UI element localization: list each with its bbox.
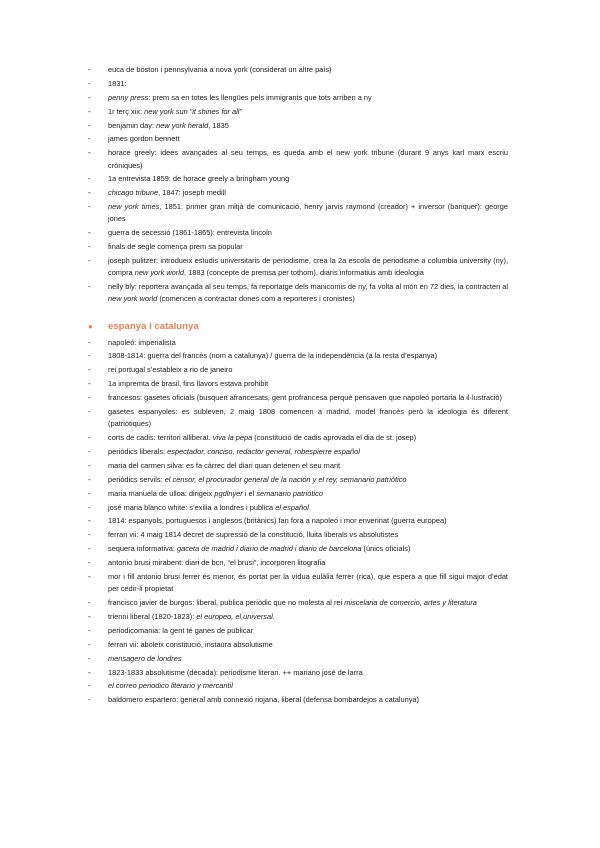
usa-press-list (88, 64, 508, 306)
list-item-text: euca de boston i pennsylvania a nova york (considerat un altre país) (108, 65, 332, 74)
list-item-text: maria del carmen silva: es fa càrrec del diari quan detenen el seu marit (108, 460, 341, 470)
list-item (88, 187, 508, 199)
list-item-text: , 1883 (concepte de premsa per tothom), diaris informatius amb ideologia (184, 268, 424, 278)
list-item-text: el español (275, 502, 309, 512)
list-item-text: viva la pepa (212, 433, 253, 443)
list-item-text: francesos: gasetes oficials (busquen afrancesats, gent profrancesa perquè pensaven que napoleó portaria la il·lustració) (108, 393, 502, 403)
list-item (88, 529, 508, 541)
list-item (88, 364, 508, 376)
list-item-text: new york world (108, 294, 158, 304)
list-item (88, 474, 508, 486)
list-item-text: gaceta de madrid i diario de madrid i diario de barcelona (177, 544, 362, 554)
list-item-text: (comencen a contractar dones com a reporteres i cronistes) (157, 294, 355, 304)
list-item (88, 106, 508, 118)
list-item-text: trienni liberal (1820-1823): (108, 612, 197, 622)
list-item (88, 680, 508, 692)
list-item (88, 694, 508, 706)
list-item-text: new york world (134, 268, 184, 278)
list-item (88, 488, 508, 500)
list-item-text: el correo periodico literario y mercantil (108, 681, 233, 691)
list-item-text: (constitució de cadis aprovada el dia de st. josep) (252, 433, 417, 443)
list-item (88, 625, 508, 637)
list-item-text: espectador, conciso, redactor general, robespierre español (167, 447, 360, 457)
list-item (88, 227, 508, 239)
list-item (88, 557, 508, 569)
list-item-text: corts de cadis: territori alliberat. (108, 433, 213, 443)
list-item (88, 406, 508, 430)
list-item-text: horace greely: idees avançades al seu temps, es queda amb el new york tribune (durant 9 anys karl marx escriu cròniques) (108, 148, 508, 170)
list-item (88, 255, 508, 279)
list-item-text: james gordon bennett (108, 134, 180, 144)
list-item-text: periodicomania: la gent té ganes de publicar (108, 625, 254, 635)
list-item (88, 64, 508, 76)
list-item-text: el europeo, el universal. (196, 612, 275, 622)
list-item-text: mensagero de londres (108, 653, 182, 663)
list-item-text: 1831: (108, 78, 127, 88)
list-item-text: 1a entrevista 1859: de horace greely a bringham young (108, 174, 290, 184)
list-item (88, 120, 508, 132)
list-item (88, 460, 508, 472)
list-item-text: semanario patriótico (256, 488, 323, 498)
list-item-text: sequera informativa: (108, 544, 178, 554)
list-item (88, 446, 508, 458)
list-item-text: ferran vii: aboleix constitució, instaura absolutisme (108, 639, 273, 649)
list-item-text: miscelaria de comercio, artes y literatura (344, 598, 477, 608)
list-item (88, 92, 508, 104)
list-item (88, 147, 508, 171)
notes-content (88, 64, 508, 708)
list-item (88, 543, 508, 555)
list-item-text: finals de segle comença prem sa popular (108, 242, 243, 252)
list-item (88, 78, 508, 90)
list-item (88, 201, 508, 225)
list-item (88, 611, 508, 623)
list-item-text: josé maria blanco white: s’exilia a londres i publica (108, 502, 276, 512)
list-item-text: penny press (108, 92, 149, 102)
list-item-text: , 1847: joseph medill (158, 188, 226, 198)
list-item-text: periòdics liberals: (108, 447, 168, 457)
list-item (88, 502, 508, 514)
list-item (88, 337, 508, 349)
list-item-text: new york herald (156, 120, 209, 130)
section-heading-text: espanya i catalunya (108, 320, 199, 332)
list-item-text: napoleó: imperialista (108, 337, 176, 347)
list-item (88, 597, 508, 609)
list-item (88, 173, 508, 185)
list-item-text: el censor, el procurador general de la nación y el rey, semanario patriótico (164, 474, 407, 484)
spain-catalonia-list (88, 337, 508, 707)
list-item (88, 639, 508, 651)
list-item (88, 515, 508, 527)
list-item-text: 1808-1814: guerra del francès (nom a catalunya) / guerra de la independència (a la resta d’espanya) (108, 351, 438, 361)
list-item-text: ferran vii: 4 maig 1814 decret de supressió de la constitució, lluita liberals vs absolutistes (108, 530, 399, 540)
list-item-text: rei portugal s’estableix a rio de janeiro (108, 365, 233, 375)
list-item (88, 281, 508, 305)
list-item-text: new york times (108, 202, 160, 212)
list-item (88, 378, 508, 390)
list-item-text: maria manuela de ulloa: dirigeix (108, 488, 215, 498)
list-item-text: gasetes espanyoles: es subleven, 2 maig 1808 comencen a madrid, model francès però la ideologia és diferent (patriòtiques) (108, 407, 508, 429)
list-item (88, 667, 508, 679)
list-item-text: nelly bly: reportera avançada al seu temps, fa reportatge dels manicomis de ny, fa volta al món en 72 dies, la contracten al (108, 282, 508, 292)
list-item-text: 1814: espanyols, portuguesos i anglesos (britànics) fan fora a napoleó i mor enverinat (guerra europea) (108, 516, 447, 526)
list-item-text: , 1851: primer gran mitjà de comunicació, henry jarvis raymond (creador) + inversor (banquer): george jones (108, 202, 508, 224)
list-item (88, 432, 508, 444)
list-item (88, 571, 508, 595)
list-item-text: benjamin day: (108, 120, 157, 130)
list-item-text: 1r terç xix: (108, 106, 145, 116)
section-heading (88, 321, 508, 333)
list-item-text: joseph pulitzer: introdueix estudis universitaris de periodisme, crea la 2a escola de periodisme a columbia university (ny), compra (108, 256, 508, 278)
list-item-text: periòdics servils: (108, 474, 165, 484)
list-item (88, 350, 508, 362)
list-item-text: new york sun “it shines for all” (144, 106, 242, 116)
list-item-text: pgdlnyer (214, 488, 243, 498)
list-item-text: (únics oficials) (361, 544, 411, 554)
list-item (88, 133, 508, 145)
heading-bullet-icon: ● (88, 321, 93, 331)
list-item-text: i el (242, 488, 257, 498)
list-item-text: , 1835 (208, 120, 229, 130)
list-item-text: 1a impremta de brasil, fins llavors estava prohibit (108, 379, 269, 389)
list-item-text: francisco javier de burgos: liberal, publica periòdic que no molesta al rei (108, 598, 345, 608)
list-item-text: 1823-1833 absolutisme (dècada): periodisme literari. ++ mariano josé de larra (108, 667, 363, 677)
list-item-text: baldomero espartero: general amb connexió riojana, liberal (defensa bombardejos a catalunya) (108, 695, 420, 705)
list-item (88, 392, 508, 404)
list-item-text: : prem sa en totes les llengües pels immigrants que tots arriben a ny (148, 92, 372, 102)
list-item-text: antonio brusi mirabent: diari de bcn, “el brusi”, incorporen litografia (108, 558, 326, 568)
list-item-text: guerra de secessió (1861-1865): entrevista lincoln (108, 228, 272, 238)
list-item-text: chicago tribune (108, 188, 159, 198)
list-item (88, 653, 508, 665)
list-item (88, 241, 508, 253)
list-item-text: mor i fill antonio brusi ferrer és menor, és portat per la vídua eulàlia ferrer (rica), que espera a que fill sigui major d’edat per cedir-li propietat (108, 572, 508, 594)
